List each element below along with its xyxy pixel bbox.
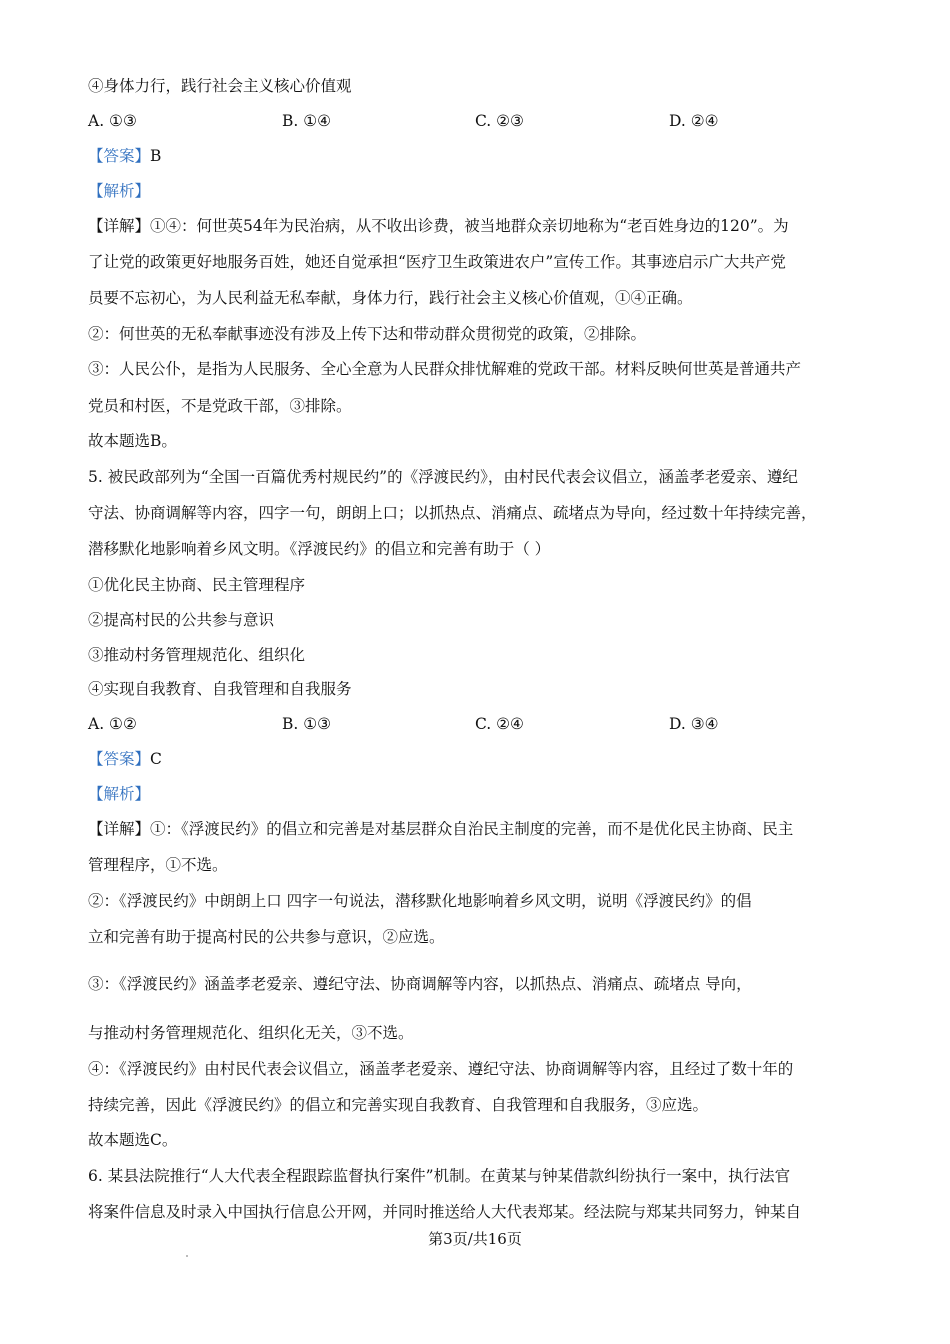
page-footer: 第3页/共16页 [428, 1230, 522, 1248]
q5-detail-line: ②：《浮渡民约》中朗朗上口 四字一句说法，潜移默化地影响着乡风文明，说明《浮渡民约》的倡 [88, 892, 752, 910]
q4-analysis-tag: 【解析】 [88, 182, 151, 200]
q4-detail-line [88, 216, 789, 236]
q5-detail-line: 管理程序，①不选。 [88, 856, 228, 874]
q4-conclusion: 故本题选B。 [88, 432, 177, 450]
q5-statement-4: ④实现自我教育、自我管理和自我服务 [88, 680, 352, 698]
q5-detail-tag: 【详解】 [88, 820, 151, 838]
q5-option-a: A. ①② [88, 715, 137, 733]
q5-detail-line: ③：《浮渡民约》涵盖孝老爱亲、遵纪守法、协商调解等内容，以抓热点、消痛点、疏堵点 导向， [88, 975, 752, 993]
q5-stem-line: 守法、协商调解等内容，四字一句，朗朗上口；以抓热点、消痛点、疏堵点为导向，经过数十年持续完善， [88, 504, 817, 522]
q5-answer [88, 749, 162, 769]
q5-answer-value: C [150, 750, 162, 768]
q5-detail-line: 与推动村务管理规范化、组织化无关，③不选。 [88, 1024, 414, 1042]
q4-option-b: B. ①④ [282, 112, 332, 130]
q4-answer-tag: 【答案】 [88, 147, 151, 165]
q4-detail-tag: 【详解】 [88, 217, 151, 235]
q5-conclusion: 故本题选C。 [88, 1131, 178, 1149]
q5-option-b: B. ①③ [282, 715, 332, 733]
q4-detail-line: 了让党的政策更好地服务百姓，她还自觉承担“医疗卫生政策进农户”宣传工作。其事迹启示广大共产党 [88, 253, 786, 271]
q5-stem-line: 潜移默化地影响着乡风文明。《浮渡民约》的倡立和完善有助于（ ） [88, 540, 551, 558]
q5-answer-tag: 【答案】 [88, 750, 151, 768]
q4-detail-line: ②：何世英的无私奉献事迹没有涉及上传下达和带动群众贯彻党的政策，②排除。 [88, 325, 647, 343]
q4-detail-line: 员要不忘初心，为人民利益无私奉献，身体力行，践行社会主义核心价值观，①④正确。 [88, 289, 693, 307]
q4-option-c: C. ②③ [475, 112, 524, 130]
q5-detail-text: ①：《浮渡民约》的倡立和完善是对基层群众自治民主制度的完善，而不是优化民主协商、民主 [150, 820, 794, 838]
q4-detail-line: ③：人民公仆，是指为人民服务、全心全意为人民群众排忧解难的党政干部。材料反映何世英是普通共产 [88, 360, 802, 378]
q6-stem-line: 6. 某县法院推行“人大代表全程跟踪监督执行案件”机制。在黄某与钟某借款纠纷执行一案中，执行法官 [88, 1167, 791, 1185]
q5-stem-line: 5. 被民政部列为“全国一百篇优秀村规民约”的《浮渡民约》，由村民代表会议倡立，涵盖孝老爱亲、遵纪 [88, 468, 798, 486]
q5-statement-2: ②提高村民的公共参与意识 [88, 611, 275, 629]
q5-analysis-tag: 【解析】 [88, 785, 151, 803]
q5-option-d: D. ③④ [669, 715, 719, 733]
q4-option-d: D. ②④ [669, 112, 719, 130]
scan-dot [186, 1255, 188, 1257]
q4-detail-text: ①④：何世英54年为民治病，从不收出诊费，被当地群众亲切地称为“老百姓身边的120”。为 [150, 217, 789, 235]
q4-option-a: A. ①③ [88, 112, 137, 130]
q4-statement-4: ④身体力行，践行社会主义核心价值观 [88, 77, 352, 95]
q5-detail-line: 立和完善有助于提高村民的公共参与意识，②应选。 [88, 928, 445, 946]
q5-statement-1: ①优化民主协商、民主管理程序 [88, 576, 306, 594]
q4-answer [88, 146, 161, 166]
q5-detail-line: 持续完善，因此《浮渡民约》的倡立和完善实现自我教育、自我管理和自我服务，③应选。 [88, 1096, 709, 1114]
q6-stem-line: 将案件信息及时录入中国执行信息公开网，并同时推送给人大代表郑某。经法院与郑某共同努力，钟某自 [88, 1203, 802, 1221]
q5-statement-3: ③推动村务管理规范化、组织化 [88, 646, 306, 664]
q5-option-c: C. ②④ [475, 715, 524, 733]
q5-detail-line: ④：《浮渡民约》由村民代表会议倡立，涵盖孝老爱亲、遵纪守法、协商调解等内容，且经过了数十年的 [88, 1060, 794, 1078]
q4-answer-value: B [150, 147, 162, 165]
q4-detail-line: 党员和村医，不是党政干部，③排除。 [88, 397, 352, 415]
q5-detail-line [88, 819, 793, 839]
